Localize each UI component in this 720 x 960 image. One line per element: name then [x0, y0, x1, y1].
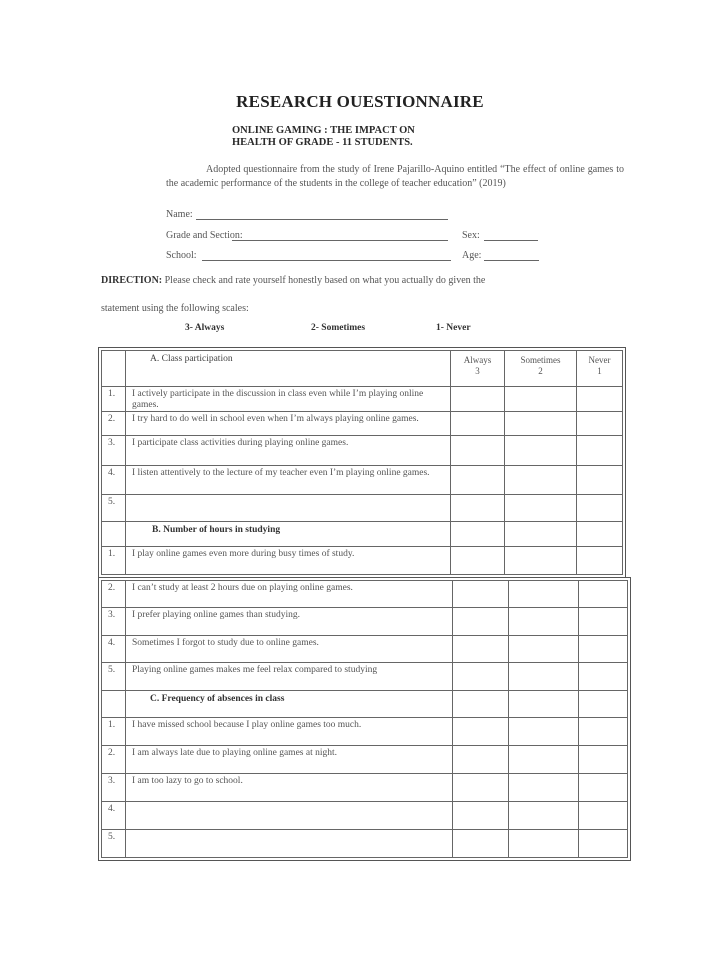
row-statement: I prefer playing online games than studying.: [126, 608, 453, 636]
rating-sometimes-cell[interactable]: [509, 830, 579, 858]
rating-always-cell[interactable]: [453, 636, 509, 663]
rating-never-cell[interactable]: [579, 663, 628, 691]
table-row: [102, 830, 628, 858]
section-num-cell: [102, 522, 126, 547]
table-row: [102, 718, 628, 746]
empty-cell: [509, 691, 579, 718]
header-never-value: 1: [597, 366, 602, 376]
rating-always-cell[interactable]: [451, 466, 505, 495]
questionnaire-table-1: [101, 350, 623, 575]
empty-cell: [577, 522, 623, 547]
row-number: 4.: [102, 802, 126, 830]
name-label: Name:: [166, 209, 193, 220]
section-b-heading: B. Number of hours in studying: [126, 522, 451, 547]
rating-sometimes-cell[interactable]: [505, 436, 577, 466]
rating-never-cell[interactable]: [579, 718, 628, 746]
rating-sometimes-cell[interactable]: [505, 412, 577, 436]
rating-always-cell[interactable]: [453, 663, 509, 691]
table-row: [102, 387, 623, 412]
row-number: 5.: [102, 830, 126, 858]
row-statement: I participate class activities during playing online games.: [126, 436, 451, 466]
rating-always-cell[interactable]: [451, 547, 505, 575]
rating-always-cell[interactable]: [453, 608, 509, 636]
row-statement: I actively participate in the discussion in class even while I’m playing online games.: [126, 387, 451, 412]
rating-sometimes-cell[interactable]: [509, 636, 579, 663]
intro-text: Adopted questionnaire from the study of Irene Pajarillo-Aquino entitled “The effect of online games to the academic performance of the students in the college of teacher education” (2019): [166, 164, 624, 189]
rating-sometimes-cell[interactable]: [509, 746, 579, 774]
rating-sometimes-cell[interactable]: [509, 608, 579, 636]
table-row: [102, 802, 628, 830]
section-c-row: [102, 691, 628, 718]
header-always-label: Always: [463, 355, 492, 365]
row-number: 3.: [102, 774, 126, 802]
scale-never: 1- Never: [436, 323, 471, 333]
rating-never-cell[interactable]: [579, 608, 628, 636]
row-number: 2.: [102, 581, 126, 608]
row-statement: [126, 495, 451, 522]
header-sometimes: [505, 351, 577, 387]
row-statement: [126, 830, 453, 858]
age-label: Age:: [462, 250, 482, 261]
rating-never-cell[interactable]: [579, 636, 628, 663]
row-number: 2.: [102, 746, 126, 774]
rating-always-cell[interactable]: [451, 387, 505, 412]
row-statement: I am too lazy to go to school.: [126, 774, 453, 802]
row-statement: [126, 802, 453, 830]
header-sometimes-value: 2: [538, 366, 543, 376]
rating-always-cell[interactable]: [453, 802, 509, 830]
empty-cell: [453, 691, 509, 718]
rating-sometimes-cell[interactable]: [509, 802, 579, 830]
subtitle-line-2: HEALTH OF GRADE - 11 STUDENTS.: [232, 137, 413, 148]
row-number: 1.: [102, 547, 126, 575]
rating-always-cell[interactable]: [453, 718, 509, 746]
rating-never-cell[interactable]: [577, 547, 623, 575]
direction-text-2: statement using the following scales:: [101, 303, 249, 314]
table-row: [102, 774, 628, 802]
table-row: [102, 412, 623, 436]
row-statement: Sometimes I forgot to study due to online games.: [126, 636, 453, 663]
rating-never-cell[interactable]: [577, 412, 623, 436]
rating-sometimes-cell[interactable]: [509, 663, 579, 691]
table-row: [102, 436, 623, 466]
rating-sometimes-cell[interactable]: [505, 547, 577, 575]
rating-always-cell[interactable]: [453, 774, 509, 802]
grade-section-field[interactable]: [232, 240, 448, 241]
rating-sometimes-cell[interactable]: [509, 774, 579, 802]
row-number: 3.: [102, 436, 126, 466]
rating-always-cell[interactable]: [451, 436, 505, 466]
section-num-cell: [102, 691, 126, 718]
rating-always-cell[interactable]: [453, 581, 509, 608]
rating-never-cell[interactable]: [579, 774, 628, 802]
section-c-heading: C. Frequency of absences in class: [126, 691, 453, 718]
sex-field[interactable]: [484, 240, 538, 241]
row-statement: I have missed school because I play online games too much.: [126, 718, 453, 746]
school-label: School:: [166, 250, 197, 261]
header-never: [577, 351, 623, 387]
row-statement: I can’t study at least 2 hours due on playing online games.: [126, 581, 453, 608]
scale-sometimes: 2- Sometimes: [311, 323, 366, 333]
row-number: 1.: [102, 718, 126, 746]
empty-cell: [505, 522, 577, 547]
table-row: [102, 466, 623, 495]
header-always-value: 3: [475, 366, 480, 376]
table-row: [102, 746, 628, 774]
table-row: [102, 495, 623, 522]
row-number: 2.: [102, 412, 126, 436]
rating-always-cell[interactable]: [453, 746, 509, 774]
rating-always-cell[interactable]: [453, 830, 509, 858]
table-header-row: [102, 351, 623, 387]
intro-paragraph: [166, 163, 624, 190]
direction-paragraph: [101, 267, 626, 323]
table-row: [102, 636, 628, 663]
rating-always-cell[interactable]: [451, 412, 505, 436]
header-num-cell: [102, 351, 126, 387]
rating-sometimes-cell[interactable]: [505, 495, 577, 522]
header-always: [451, 351, 505, 387]
header-sometimes-label: Sometimes: [520, 355, 561, 365]
rating-never-cell[interactable]: [579, 802, 628, 830]
row-statement: I play online games even more during busy times of study.: [126, 547, 451, 575]
name-field[interactable]: [196, 219, 448, 220]
header-never-label: Never: [588, 355, 611, 365]
scale-always: 3- Always: [185, 323, 225, 333]
direction-label: DIRECTION:: [101, 275, 163, 286]
document-subtitle: [232, 125, 415, 149]
rating-sometimes-cell[interactable]: [509, 581, 579, 608]
rating-never-cell[interactable]: [577, 495, 623, 522]
section-b-row: [102, 522, 623, 547]
age-field[interactable]: [484, 260, 539, 261]
row-statement: I try hard to do well in school even when I’m always playing online games.: [126, 412, 451, 436]
questionnaire-table-2: [101, 580, 628, 858]
row-number: 1.: [102, 387, 126, 412]
empty-cell: [451, 522, 505, 547]
grade-section-label: Grade and Section:: [166, 230, 243, 241]
table-row: [102, 547, 623, 575]
table-row: [102, 581, 628, 608]
subtitle-line-1: ONLINE GAMING : THE IMPACT ON: [232, 125, 415, 136]
rating-never-cell[interactable]: [579, 830, 628, 858]
document-title: RESEARCH OUESTIONNAIRE: [236, 92, 484, 111]
row-statement: I am always late due to playing online games at night.: [126, 746, 453, 774]
row-statement: I listen attentively to the lecture of my teacher even I’m playing online games.: [126, 466, 451, 495]
rating-sometimes-cell[interactable]: [505, 466, 577, 495]
row-number: 4.: [102, 636, 126, 663]
table-row: [102, 608, 628, 636]
school-field[interactable]: [202, 260, 451, 261]
rating-never-cell[interactable]: [577, 387, 623, 412]
rating-never-cell[interactable]: [579, 581, 628, 608]
table-row: [102, 663, 628, 691]
row-number: 3.: [102, 608, 126, 636]
rating-never-cell[interactable]: [577, 466, 623, 495]
rating-always-cell[interactable]: [451, 495, 505, 522]
empty-cell: [579, 691, 628, 718]
direction-text-1: Please check and rate yourself honestly based on what you actually do given the: [162, 275, 486, 286]
rating-sometimes-cell[interactable]: [509, 718, 579, 746]
section-a-heading: A. Class participation: [126, 351, 451, 387]
row-statement: Playing online games makes me feel relax compared to studying: [126, 663, 453, 691]
rating-sometimes-cell[interactable]: [505, 387, 577, 412]
row-number: 5.: [102, 663, 126, 691]
row-number: 5.: [102, 495, 126, 522]
rating-never-cell[interactable]: [577, 436, 623, 466]
sex-label: Sex:: [462, 230, 480, 241]
rating-never-cell[interactable]: [579, 746, 628, 774]
row-number: 4.: [102, 466, 126, 495]
